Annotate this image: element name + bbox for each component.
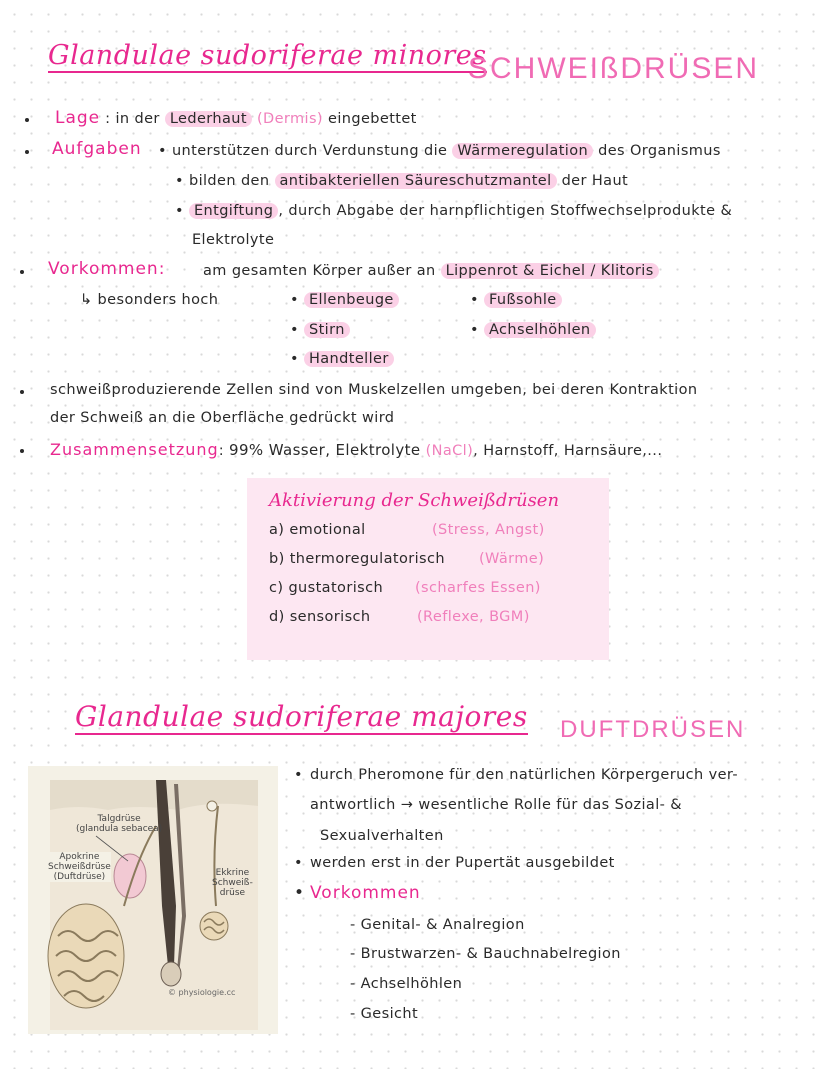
item-d-paren: (Reflexe, BGM) [417,609,530,625]
item-b-term: thermoregulatorisch [289,551,445,567]
item-a-term: emotional [289,522,366,538]
bullet-icon [25,118,29,122]
ellenbeuge-highlight: Ellenbeuge [304,292,399,308]
vorkommen-label [48,259,165,279]
majores-vorkommen-item-2: - Brustwarzen- & Bauchnabelregion [350,946,621,962]
aufgaben-item-2: • bilden den antibakteriellen Säureschutzmantel der Haut [175,173,629,189]
aufgaben-2-text-2: der Haut [561,173,629,189]
stirn-highlight: Stirn [304,322,350,338]
item-b-paren: (Wärme) [479,551,545,567]
label-ekkrine [212,868,253,898]
majores-vorkommen-item-1: - Genital- & Analregion [350,917,525,933]
vorkommen-label-text: Vorkommen [48,259,159,279]
lage-line [55,108,417,128]
aufgaben-2-highlight: antibakteriellen Säureschutzmantel [275,173,557,189]
zusammen-label: Zusammensetzung [50,440,219,459]
zusammen-sep: : [218,443,224,459]
lage-label: Lage [55,108,101,128]
vorkommen-line [203,263,659,279]
lage-text-1: in der [115,111,160,127]
aktivierung-title: Aktivierung der Schweißdrüsen [269,490,560,511]
figure-credit: © physiologie.cc [168,988,236,997]
apo-sub-text: (Duftdrüse) [53,872,106,882]
item-c-paren: (scharfes Essen) [415,580,541,596]
skin-glands-figure [28,766,278,1034]
lage-highlight: Lederhaut [165,111,252,127]
ekk-text-2: Schweiß- [212,878,253,888]
vorkommen-highlight: Lippenrot & Eichel / Klitoris [441,263,659,279]
bullet-icon [20,390,24,394]
vorkommen-item-1-text: Genital- & Analregion [360,917,525,933]
majores-bullet-2: • werden erst in der Pupertät ausgebildet [294,855,615,871]
vorkommen-col1-3: • Handteller [290,351,394,367]
majores-vorkommen: • Vorkommen [294,883,421,903]
aktivierung-item-a [269,522,366,538]
lage-text-2: eingebettet [328,111,417,127]
vorkommen-besonders: ↳ besonders hoch [80,292,219,308]
subtitle-duftdruesen: DUFTDRÜSEN [560,716,746,743]
item-c-term: gustatorisch [288,580,384,596]
majores-vorkommen-label: Vorkommen [310,883,421,903]
majores-b1-l1: durch Pheromone für den natürlichen Körpergeruch ver- [310,767,738,783]
zusammen-paren: (NaCl) [425,443,474,459]
zusammen-text-2: , Harnstoff, Harnsäure,... [473,443,663,459]
talg-text: Talgdrüse [97,814,141,824]
title-minores: Glandulae sudoriferae minores [48,40,487,71]
aufgaben-item-3: • Entgiftung , durch Abgabe der harnpflichtigen Stoffwechselprodukte & [175,203,733,219]
bullet-icon [20,270,24,274]
aufgaben-3-text: , durch Abgabe der harnpflichtigen Stoffwechselprodukte & [278,203,733,219]
vorkommen-item-2-text: Brustwarzen- & Bauchnabelregion [360,946,621,962]
majores-b2: werden erst in der Pupertät ausgebildet [310,855,615,871]
vorkommen-item-4-text: Gesicht [360,1006,419,1022]
vorkommen-text: am gesamten Körper außer an [203,263,436,279]
majores-b1-l2: antwortlich → wesentliche Rolle für das Sozial- & [310,797,682,813]
aufgaben-2-text: bilden den [188,173,270,189]
item-c-key: c) [269,580,284,596]
subtitle-schweissdruesen: SCHWEIßDRÜSEN [468,52,760,85]
fusssohle-highlight: Fußsohle [484,292,562,308]
vorkommen-col2-2: • Achselhöhlen [470,322,596,338]
label-apokrine [48,852,111,882]
ekk-text-3: drüse [219,888,246,898]
apo-text-2: Schweißdrüse [48,862,111,872]
item-d-term: sensorisch [289,609,371,625]
vorkommen-item-3-text: Achselhöhlen [360,976,463,992]
zusammen-text: 99% Wasser, Elektrolyte [229,441,421,459]
aufgaben-1-highlight: Wärmeregulation [452,143,593,159]
schweiss-line-2: der Schweiß an die Oberfläche gedrückt wird [50,410,395,426]
vorkommen-col1-2: • Stirn [290,322,350,338]
majores-vorkommen-item-4: - Gesicht [350,1006,419,1022]
title-majores: Glandulae sudoriferae majores [75,700,528,733]
bullet-icon [25,150,29,154]
majores-vorkommen-item-3: - Achselhöhlen [350,976,463,992]
zusammen-line [50,440,662,459]
aufgaben-label: Aufgaben [52,139,142,159]
skin-illustration [28,766,278,1034]
talg-sub-text: (glandula sebacea) [76,824,163,834]
item-a-key: a) [269,522,285,538]
vorkommen-col1-1: • Ellenbeuge [290,292,399,308]
aktivierung-item-b [269,551,445,567]
handteller-highlight: Handteller [304,351,394,367]
vorkommen-col2-1: • Fußsohle [470,292,562,308]
apo-text: Apokrine [59,852,100,862]
schweiss-line-1: schweißproduzierende Zellen sind von Muskelzellen umgeben, bei deren Kontraktion [50,382,698,398]
aktivierung-item-c [269,580,383,596]
aufgaben-3-text-2: Elektrolyte [192,232,275,248]
achselhoehlen-highlight: Achselhöhlen [484,322,596,338]
item-a-paren: (Stress, Angst) [432,522,545,538]
aktivierung-box [247,478,609,660]
lage-paren: (Dermis) [256,111,323,127]
aufgaben-1-text-2: des Organismus [598,143,721,159]
vorkommen-sep: : [158,259,166,279]
item-d-key: d) [269,609,285,625]
aufgaben-3-highlight: Entgiftung [189,203,278,219]
aufgaben-1-text: unterstützen durch Verdunstung die [171,143,448,159]
label-talgdruese [76,814,162,834]
majores-b1-l3: Sexualverhalten [320,828,444,844]
bullet-icon [20,449,24,453]
lage-sep: : [105,111,111,127]
majores-bullet-1-line-1: • durch Pheromone für den natürlichen Körpergeruch ver- [294,767,738,783]
ekk-text: Ekkrine [215,868,250,878]
item-b-key: b) [269,551,285,567]
aufgaben-item-1: • unterstützen durch Verdunstung die Wärmeregulation des Organismus [158,143,721,159]
aktivierung-item-d [269,609,371,625]
